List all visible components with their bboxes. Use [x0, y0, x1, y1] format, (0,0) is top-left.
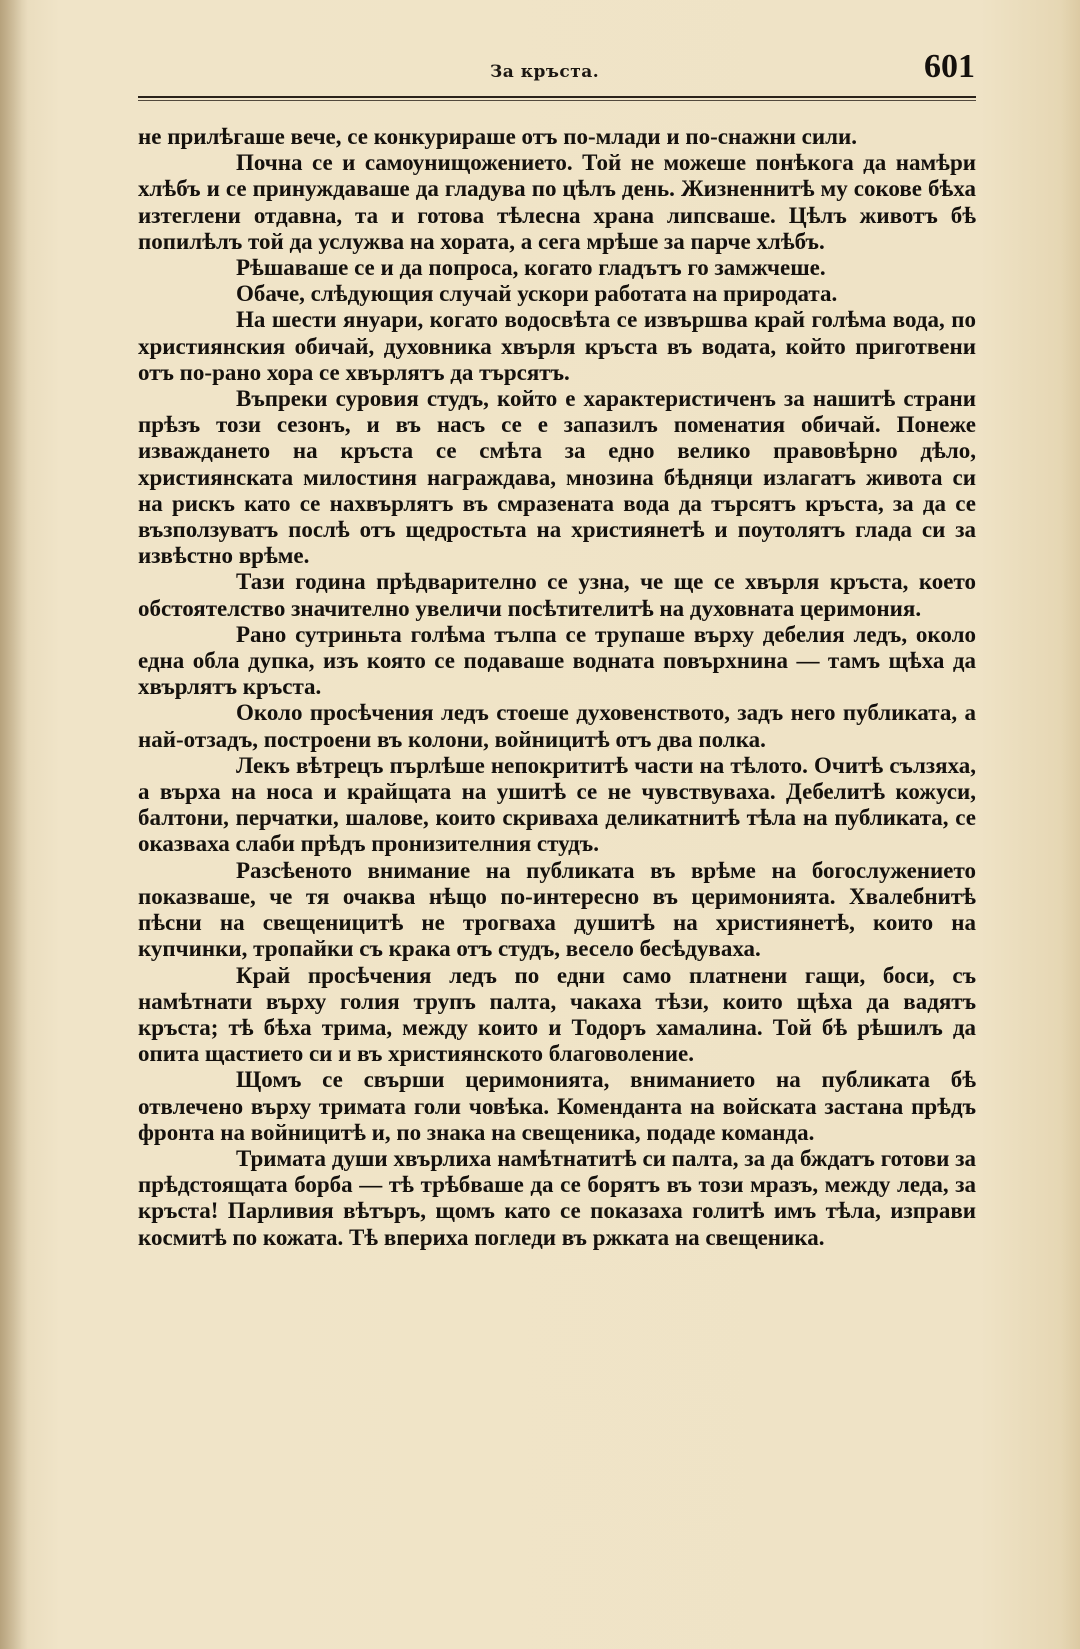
header-rule	[138, 96, 976, 98]
paragraph: Щомъ се свърши церимонията, вниманието на публиката бѣ отвлечено върху тримата голи човѣка. Коменданта на войската застана прѣдъ фронта на войницитѣ и, по знака на свещеника, подаде команда.	[138, 1067, 976, 1145]
paragraph: На шести януари, когато водосвѣта се извършва край голѣма вода, по християнския обичай, духовника хвърля кръста въ водата, който приготвени отъ по-рано хора се хвърлятъ да търсятъ.	[138, 307, 976, 385]
paragraph: Почна се и самоунищожението. Той не можеше понѣкога да намѣри хлѣбъ и се принуждаваше да гладува по цѣлъ день. Жизненнитѣ му сокове бѣха изтеглени отдавна, та и готова тѣлесна храна липсваше. Цѣлъ животъ бѣ попилѣлъ той да услужва на хората, а сега мрѣше за парче хлѣбъ.	[138, 150, 976, 254]
paragraph: Край просѣчения ледъ по едни само платнени гащи, боси, съ намѣтнати върху голия трупъ палта, чакаха тѣзи, които щѣха да вадятъ кръста; тѣ бѣха трима, между които и Тодоръ хамалина. Той бѣ рѣшилъ да опита щастието си и въ християнското благоволение.	[138, 962, 976, 1067]
paragraph: Разсѣеното внимание на публиката въ врѣме на богослужението показваше, че тя очаква нѣщо по-интересно въ церимонията. Хвалебнитѣ пѣсни на свещеницитѣ не трогваха душитѣ на християнетѣ, които на купчинки, тропайки съ крака отъ студъ, весело бесѣдуваха.	[138, 857, 976, 962]
page-number: 601	[924, 48, 975, 85]
paragraph: Тримата души хвърлиха намѣтнатитѣ си палта, за да бждатъ готови за прѣдстоящата борба — тѣ трѣбваше да се борятъ въ този мразъ, между леда, за кръста! Парливия вѣтъръ, щомъ като се показаха голитѣ имъ тѣла, изправи коcмитѣ по кожата. Тѣ впериха погледи въ ржката на свещеника.	[138, 1145, 976, 1250]
paragraph: Лекъ вѣтрецъ пърлѣше непокрититѣ части на тѣлото. Очитѣ сълзяха, а върха на носа и крайщата на ушитѣ се не чувствуваха. Дебелитѣ кожуси, балтони, перчатки, шалове, които скриваха деликатнитѣ тѣла на публиката, се оказваха слаби прѣдъ пронизителния студъ.	[138, 752, 976, 857]
paragraph: Обаче, слѣдующия случай ускори работата на природата.	[236, 281, 838, 307]
running-title: За кръста.	[490, 62, 600, 82]
page-header	[140, 46, 975, 96]
paragraph: Тази година прѣдварително се узна, че ще се хвърля кръста, което обстоятелство значително увеличи посѣтителитѣ на духовната церимония.	[138, 569, 976, 621]
paragraph: Въпреки суровия студъ, който е характеристиченъ за нашитѣ страни прѣзъ този сезонъ, и въ насъ се е запазилъ поменатия обичай. Понеже изваждането на кръста се смѣта за едно велико правовѣрно дѣло, християнската милостиня награждава, мнозина бѣдняци излагатъ живота си на рискъ като се нахвърлятъ въ смразената вода да търсятъ кръста, за да се възползуватъ послѣ отъ щедростьта на християнетѣ и поутолятъ глада си за извѣстно врѣме.	[138, 386, 976, 569]
header-rule-thin	[138, 100, 976, 101]
paragraph: не прилѣгаше вече, се конкурираше отъ по-млади и по-снажни сили.	[138, 124, 857, 149]
paragraph: Рѣшаваше се и да попроса, когато гладътъ го замжчеше.	[236, 255, 826, 281]
body-text	[138, 124, 976, 1251]
page-spine-shadow	[0, 0, 28, 1649]
paragraph: Около просѣчения ледъ стоеше духовенството, задъ него публиката, а най-отзадъ, построени въ колони, войницитѣ отъ два полка.	[138, 700, 976, 752]
paragraph: Рано сутриньта голѣма тълпа се трупаше върху дебелия ледъ, около една обла дупка, изъ която се подаваше водната повърхнина — тамъ щѣха да хвърлятъ кръста.	[138, 621, 976, 700]
